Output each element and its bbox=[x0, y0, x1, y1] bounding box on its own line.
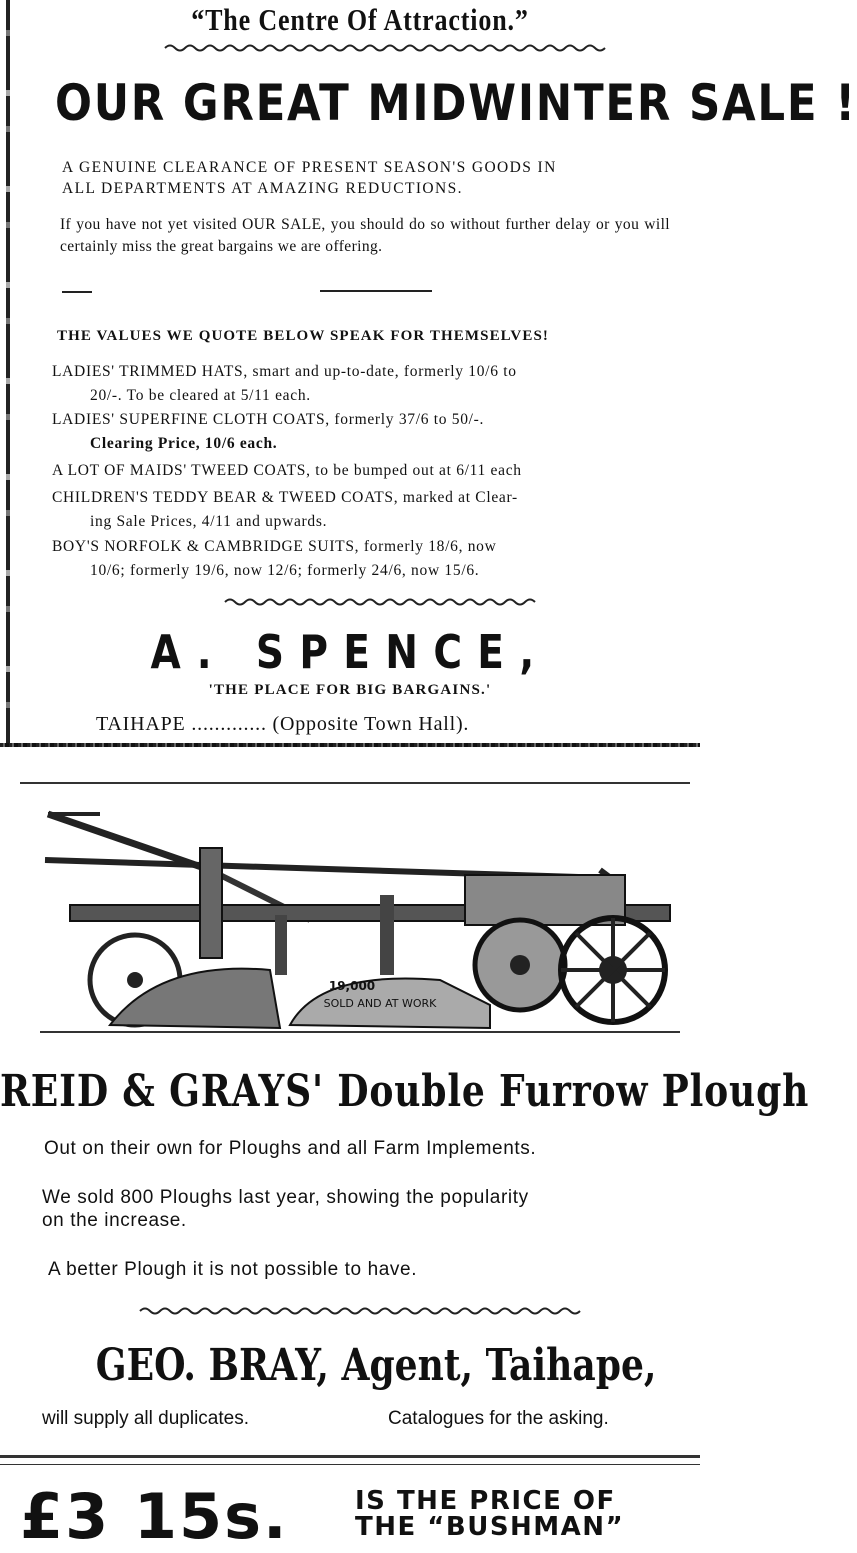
plough-label-count: 19,000 bbox=[328, 979, 376, 993]
sale-item bbox=[52, 535, 672, 583]
intro-line-1: A GENUINE CLEARANCE OF PRESENT SEASON'S GOODS IN bbox=[62, 159, 557, 176]
section-divider bbox=[0, 743, 700, 747]
sale-item-line: 10/6; formerly 19/6, now 12/6; formerly 24/6, now 15/6. bbox=[90, 562, 480, 579]
column-border bbox=[6, 0, 10, 745]
plough-illustration bbox=[40, 800, 680, 1050]
sale-item-line: A LOT OF MAIDS' TWEED COATS, to be bumped out at 6/11 each bbox=[52, 462, 522, 479]
sale-item-line: LADIES' SUPERFINE CLOTH COATS, formerly 37/6 to 50/-. bbox=[52, 411, 485, 428]
supply-text: will supply all duplicates. bbox=[42, 1408, 249, 1429]
sale-item bbox=[52, 459, 672, 483]
plough-line-2b: on the increase. bbox=[42, 1210, 187, 1231]
plough-headline: REID & GRAYS' Double Furrow Plough bbox=[0, 1066, 810, 1117]
section-divider bbox=[0, 1455, 700, 1458]
sale-item-line: 20/-. To be cleared at 5/11 each. bbox=[90, 387, 311, 404]
plough-label-text: SOLD AND AT WORK bbox=[323, 997, 437, 1010]
catalogues-text: Catalogues for the asking. bbox=[388, 1408, 609, 1429]
plough-line-2: We sold 800 Ploughs last year, showing the popularity bbox=[42, 1187, 529, 1208]
sale-item-line: Clearing Price, 10/6 each. bbox=[90, 435, 278, 452]
merchant-tagline: 'THE PLACE FOR BIG BARGAINS.' bbox=[208, 682, 492, 698]
plough-line-3: A better Plough it is not possible to have. bbox=[48, 1259, 418, 1280]
price-text-line-1: IS THE PRICE OF bbox=[355, 1486, 616, 1516]
sale-item bbox=[52, 360, 672, 408]
sale-tagline: “The Centre Of Attraction.” bbox=[191, 2, 529, 37]
intro-line-2: ALL DEPARTMENTS AT AMAZING REDUCTIONS. bbox=[62, 180, 463, 197]
short-rule bbox=[62, 291, 92, 293]
center-rule bbox=[320, 290, 432, 292]
section-divider bbox=[0, 1464, 700, 1465]
sale-item-line: BOY'S NORFOLK & CAMBRIDGE SUITS, formerly 18/6, now bbox=[52, 538, 497, 555]
price-text-line-2: THE “BUSHMAN” bbox=[355, 1512, 625, 1542]
sale-item-line: CHILDREN'S TEDDY BEAR & TWEED COATS, marked at Clear- bbox=[52, 489, 518, 506]
price-amount: £3 15s. bbox=[20, 1480, 289, 1553]
sale-item bbox=[52, 486, 672, 534]
ornamental-rule bbox=[225, 596, 535, 608]
agent-name: GEO. BRAY, Agent, Taihape, bbox=[95, 1340, 657, 1391]
sale-item bbox=[52, 408, 672, 456]
values-heading: THE VALUES WE QUOTE BELOW SPEAK FOR THEMSELVES! bbox=[57, 328, 549, 344]
plough-line-1: Out on their own for Ploughs and all Farm Implements. bbox=[44, 1138, 537, 1159]
merchant-name: A. SPENCE, bbox=[150, 625, 550, 679]
ornamental-rule bbox=[165, 42, 605, 54]
sale-paragraph: If you have not yet visited OUR SALE, you should do so without further delay or you will certainly miss the great bargains we are offering. bbox=[60, 216, 670, 255]
section-divider bbox=[20, 782, 690, 784]
ornamental-rule bbox=[140, 1305, 580, 1317]
sale-item-line: ing Sale Prices, 4/11 and upwards. bbox=[90, 513, 328, 530]
merchant-address: TAIHAPE ............. (Opposite Town Hall). bbox=[96, 713, 470, 735]
sale-headline: OUR GREAT MIDWINTER SALE ! bbox=[55, 74, 857, 132]
sale-item-line: LADIES' TRIMMED HATS, smart and up-to-date, formerly 10/6 to bbox=[52, 363, 517, 380]
